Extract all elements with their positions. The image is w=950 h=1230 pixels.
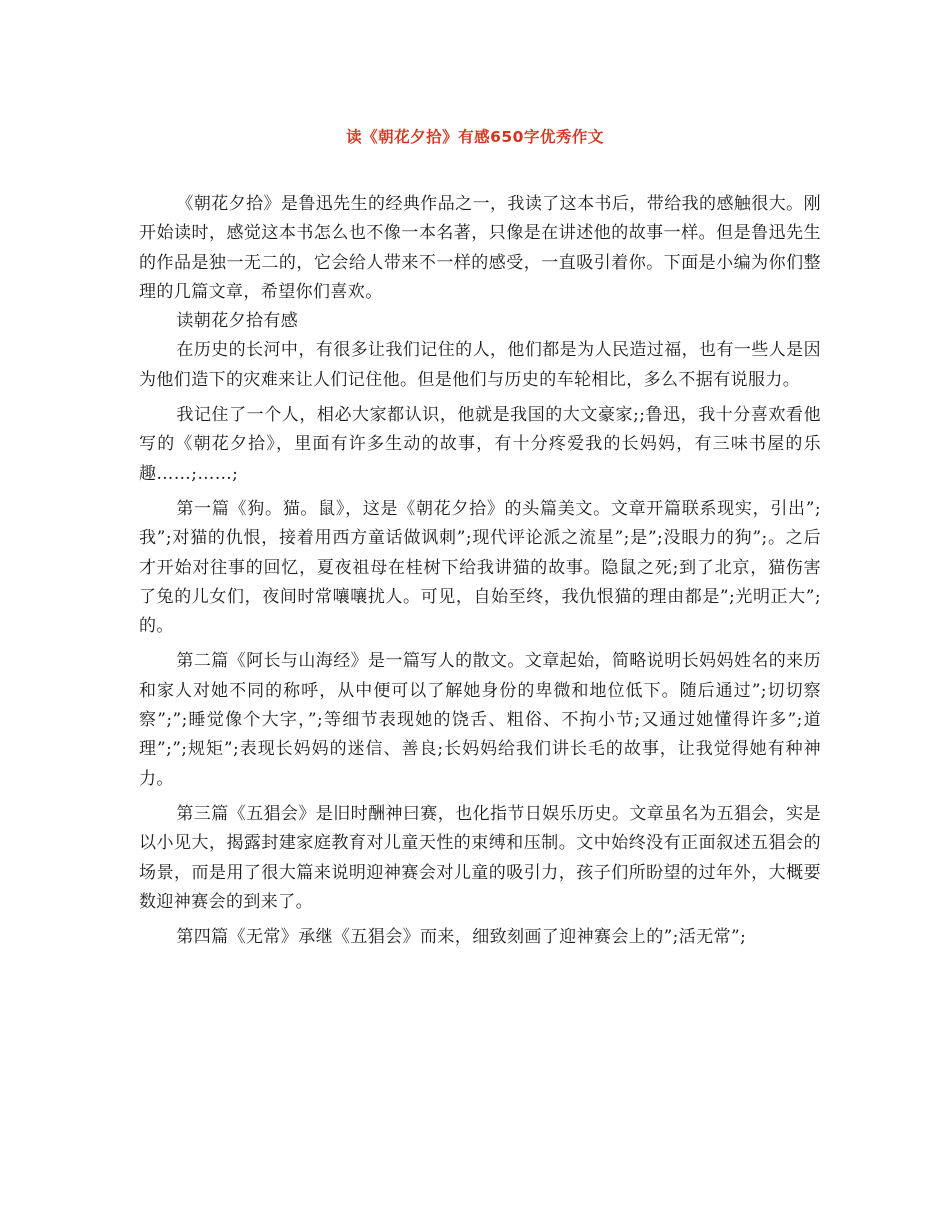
paragraph: 在历史的长河中，有很多让我们记住的人，他们都是为人民造过福，也有一些人是因为他们造下的灾难来让人们记住他。但是他们与历史的车轮相比，多么不据有说服力。 [139, 340, 821, 390]
document-title: 读《朝花夕拾》有感650字优秀作文 [346, 128, 604, 146]
document-body [139, 190, 821, 952]
paragraph: 我记住了一个人，相必大家都认识，他就是我国的大文豪家;;鲁迅，我十分喜欢看他写的《朝花夕拾》，里面有许多生动的故事，有十分疼爱我的长妈妈，有三味书屋的乐趣……;……; [139, 405, 821, 484]
paragraph: 第三篇《五猖会》是旧时酬神曰赛，也化指节日娱乐历史。文章虽名为五猖会，实是以小见大，揭露封建家庭教育对儿童天性的束缚和压制。文中始终没有正面叙述五猖会的场景，而是用了很大篇来说明迎神赛会对儿童的吸引力，孩子们所盼望的过年外，大概要数迎神赛会的到来了。 [139, 803, 821, 912]
paragraph: 第二篇《阿长与山海经》是一篇写人的散文。文章起始，简略说明长妈妈姓名的来历和家人对她不同的称呼，从中便可以了解她身份的卑微和地位低下。随后通过”;切切察察”;”;睡觉像个大字，”;等细节表现她的饶舌、粗俗、不拘小节;又通过她懂得许多”;道理”;”;规矩”;表现长妈妈的迷信、善良;长妈妈给我们讲长毛的故事，让我觉得她有种神力。 [139, 651, 821, 789]
paragraph: 第一篇《狗。猫。鼠》，这是《朝花夕拾》的头篇美文。文章开篇联系现实，引出”;我”;对猫的仇恨，接着用西方童话做讽刺”;现代评论派之流星”;是”;没眼力的狗”;。之后才开始对往事的回忆，夏夜祖母在桂树下给我讲猫的故事。隐鼠之死;到了北京，猫伤害了兔的儿女们，夜间时常嚷嚷扰人。可见，自始至终，我仇恨猫的理由都是”;光明正大”;的。 [139, 498, 821, 637]
paragraph: 第四篇《无常》承继《五猖会》而来，细致刻画了迎神赛会上的”;活无常”; [176, 927, 747, 948]
paragraph-intro: 《朝花夕拾》是鲁迅先生的经典作品之一，我读了这本书后，带给我的感触很大。刚开始读时，感觉这本书怎么也不像一本名著，只像是在讲述他的故事一样。但是鲁迅先生的作品是独一无二的，它会给人带来不一样的感受，一直吸引着你。下面是小编为你们整理的几篇文章，希望你们喜欢。 [139, 194, 821, 302]
paragraph-subheading: 读朝花夕拾有感 [176, 311, 299, 332]
